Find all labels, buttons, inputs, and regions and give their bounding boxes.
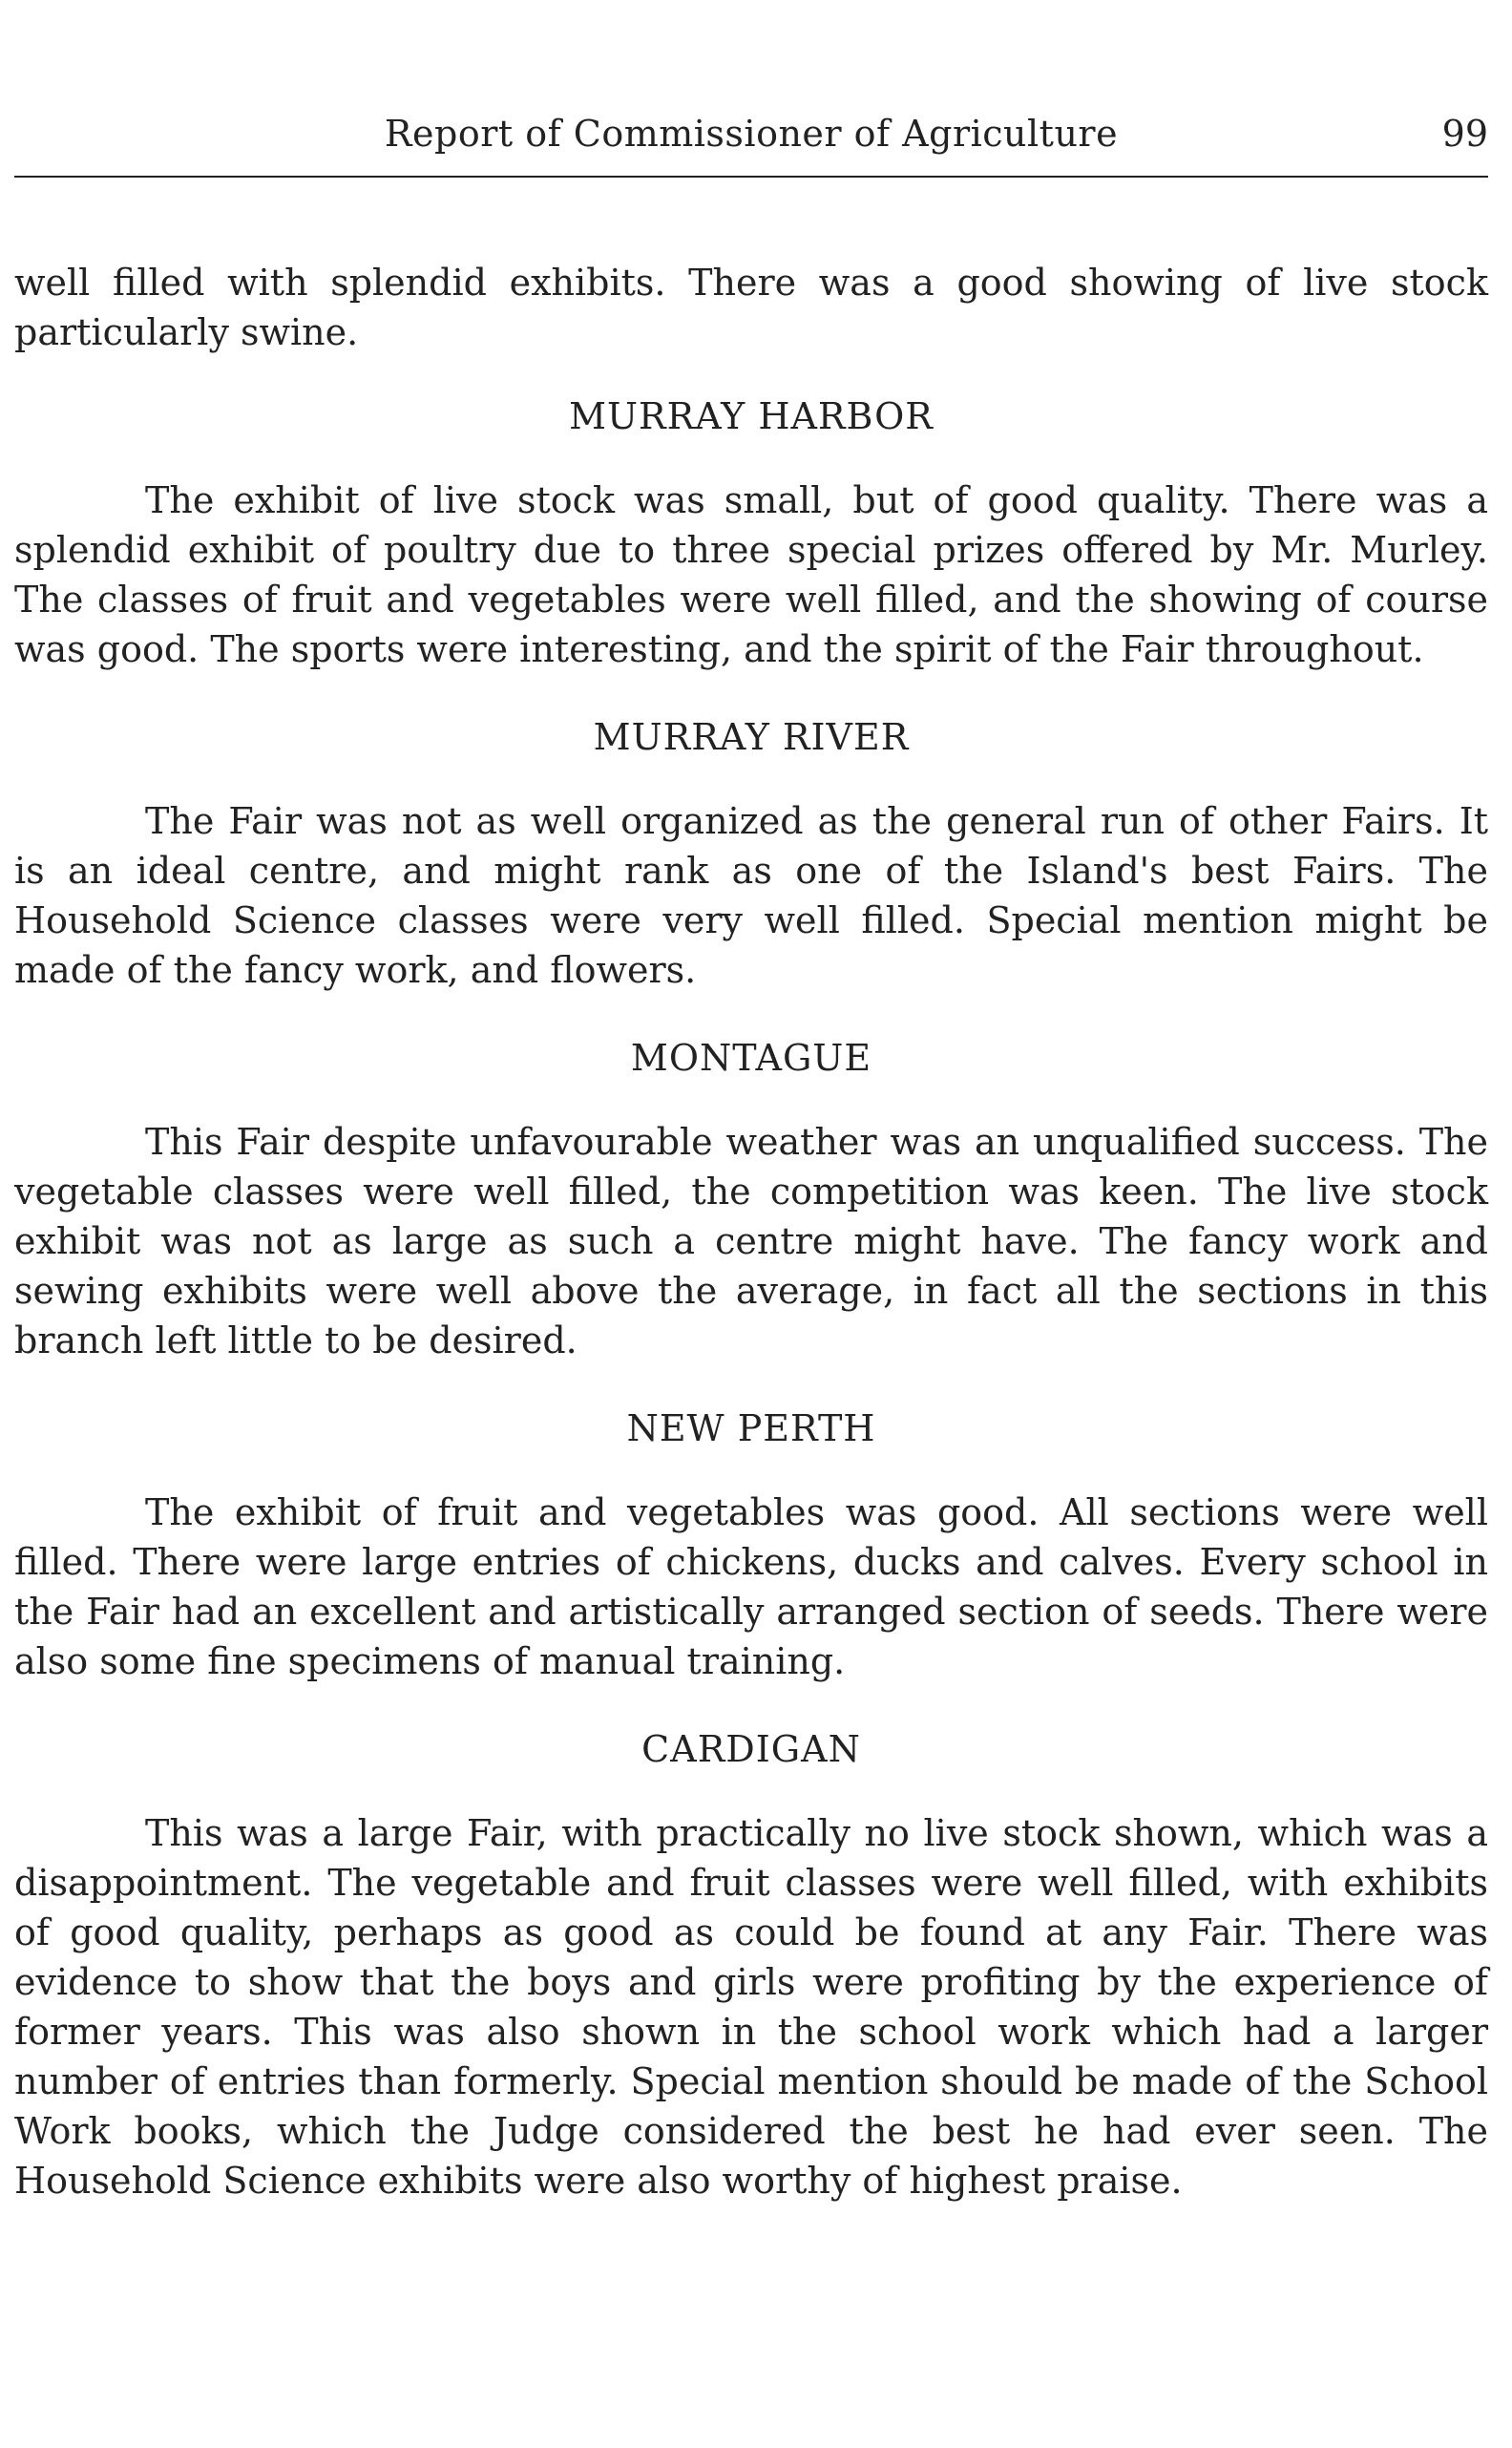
intro-paragraph: well filled with splendid exhibits. There was a good showing of live stock particularly swine.	[14, 262, 1488, 353]
section-cardigan	[14, 1724, 1488, 2205]
running-header	[14, 105, 1488, 178]
section-paragraph: This was a large Fair, with practically no live stock shown, which was a disappointment. The vegetable and fruit classes were well filled, with exhibits of good quality, perhaps as good as could be found at any Fair. There was evidence to show that the boys and girls were profiting by the experience of former years. This was also shown in the school work which had a larger number of entries than formerly. Special mention should be made of the School Work books, which the Judge considered the best he had ever seen. The Household Science exhibits were also worthy of highest praise.	[14, 1812, 1488, 2202]
section-new-perth	[14, 1403, 1488, 1686]
section-paragraph: This Fair despite unfavourable weather was an unqualified success. The vegetable classes were well filled, the competition was keen. The live stock exhibit was not as large as such a centre might have. The fancy work and sewing exhibits were well above the average, in fact all the sections in this branch left little to be desired.	[14, 1121, 1488, 1361]
section-heading: MURRAY HARBOR	[569, 395, 934, 437]
section-paragraph: The Fair was not as well organized as the general run of other Fairs. It is an ideal centre, and might rank as one of the Island's best Fairs. The Household Science classes were very well filled. Special mention might be made of the fancy work, and flowers.	[14, 800, 1488, 991]
running-header-title: Report of Commissioner of Agriculture	[384, 113, 1119, 155]
page-body	[14, 258, 1488, 2205]
section-heading: CARDIGAN	[641, 1728, 861, 1770]
section-paragraph: The exhibit of live stock was small, but of good quality. There was a splendid exhibit of poultry due to three special prizes offered by Mr. Murley. The classes of fruit and vegetables were well filled, and the showing of course was good. The sports were interesting, and the spirit of the Fair throughout.	[14, 479, 1488, 670]
section-murray-river	[14, 712, 1488, 995]
section-heading: NEW PERTH	[626, 1407, 876, 1449]
section-paragraph: The exhibit of fruit and vegetables was good. All sections were well filled. There were large entries of chickens, ducks and calves. Every school in the Fair had an excellent and artistically arranged section of seeds. There were also some fine specimens of manual training.	[14, 1491, 1488, 1682]
section-montague	[14, 1033, 1488, 1365]
section-heading: MURRAY RIVER	[593, 716, 910, 758]
section-heading: MONTAGUE	[630, 1037, 872, 1079]
page-number: 99	[1441, 113, 1488, 155]
section-murray-harbor	[14, 391, 1488, 674]
